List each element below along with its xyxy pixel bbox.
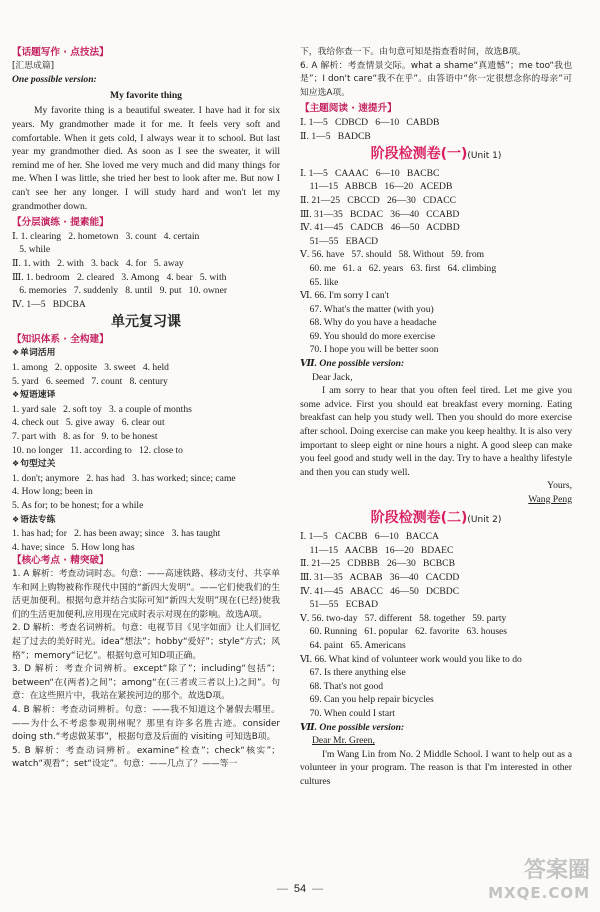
test1-line: 51—55 EBACD: [300, 235, 379, 247]
test2-line: Ⅰ. 1—5 CACBB 6—10 BACCA: [300, 531, 439, 543]
practice-section-heading: 【 分层演练 · 提素能 】: [12, 216, 280, 230]
test1-line: 65. like: [300, 276, 339, 288]
vocab-subheading: ❖ 单词活用: [12, 346, 280, 361]
watermark-bottom: MXQE.COM: [488, 884, 590, 902]
vocab-line: 5. yard 6. seemed 7. count 8. century: [12, 375, 168, 387]
test2-line: 51—55 ECBAD: [300, 599, 379, 611]
test1-title-block: [300, 148, 572, 164]
test1-line: 69. You should do more exercise: [300, 330, 436, 342]
practice-line: 6. memories 7. suddenly 8. until 9. put 10. owner: [12, 285, 228, 297]
test1-line: 11—15 ABBCB 16—20 ACEDB: [300, 181, 453, 193]
page-number: — 54 —: [0, 883, 600, 895]
practice-line: Ⅳ. 1—5 BDCBA: [12, 298, 86, 310]
test2-possible-label: Ⅶ. One possible version:: [300, 721, 405, 733]
unit-review-title: 单元复习课: [111, 314, 181, 331]
test2-line: Ⅳ. 41—45 ABACC 46—50 DCBDC: [300, 585, 460, 597]
essay-title: My favorite thing: [110, 89, 182, 101]
sentence-line: 5. As for; to be honest; for a while: [12, 500, 144, 511]
grammar-subheading: ❖ 语法专练: [12, 513, 280, 528]
test2-line: 60. Running 61. popular 62. favorite 63. houses: [300, 626, 508, 638]
left-column: [12, 46, 280, 772]
core-item: 2. D 解析：考查名词辨析。句意：电视节目《见字如面》让人们回忆起了过去的美好时光。idea“想法”；hobby“爱好”；style“方式；风格”；memory“记忆”。根据句意可知D项正确。: [12, 623, 280, 661]
test1-line: 67. What's the matter (with you): [300, 303, 434, 315]
practice-line: Ⅰ. 1. clearing 2. hometown 3. count 4. certain: [12, 230, 200, 242]
test2-line: Ⅴ. 56. two-day 57. different 58. together 59. party: [300, 612, 507, 624]
test1-line: Ⅰ. 1—5 CAAAC 6—10 BACBC: [300, 167, 440, 179]
test2-line: 64. paint 65. Americans: [300, 639, 406, 651]
grammar-line: 4. have; since 5. How long has: [12, 541, 135, 553]
phrase-line: 7. part with 8. as for 9. to be honest: [12, 431, 158, 443]
possible-version-label: One possible version:: [12, 74, 97, 86]
test2-line: Ⅵ. 66. What kind of volunteer work would you like to do: [300, 653, 522, 665]
phrase-line: 4. check out 5. give away 6. clear out: [12, 417, 165, 429]
core-item: 3. D 解析：考查介词辨析。except“除了”；including“包括”；between“在(两者)之间”；among“在(三者或三者以上)之间”。句意：在这些照片中，我站在紧挨河边的那个。故选D项。: [12, 664, 280, 702]
test2-line: 68. That's not good: [300, 680, 384, 692]
knowledge-section-heading: 【 知识体系 · 全构建 】: [12, 333, 280, 347]
vocab-line: 1. among 2. opposite 3. sweet 4. held: [12, 362, 169, 374]
practice-line: 5. while: [12, 244, 51, 256]
test2-unit: (Unit 2): [467, 514, 502, 525]
test1-greeting: Dear Jack,: [312, 371, 353, 383]
continued-line: 下，我给你查一下。由句意可知是指查看时间，故选B项。: [300, 47, 526, 57]
test1-signature: Wang Peng: [528, 494, 572, 505]
sentence-subheading: ❖ 句型过关: [12, 457, 280, 472]
reading-line: Ⅰ. 1—5 CDBCD 6—10 CABDB: [300, 116, 440, 128]
continued-line: 6. A 解析：考查情景交际。what a shame“真遗憾”；me too“我也是”；I don't care“我不在乎”。由答语中“你一定很想念你的母亲”可知应选A项。: [300, 60, 572, 98]
test1-title: 阶段检测卷(一): [370, 146, 468, 163]
site-watermark: [488, 860, 590, 904]
phrase-line: 10. no longer 11. according to 12. close to: [12, 444, 183, 456]
reading-section-heading: 【 主题阅读 · 速提升 】: [300, 102, 572, 116]
test2-line: Ⅱ. 21—25 CDBBB 26—30 BCBCB: [300, 558, 455, 570]
test1-closing: Yours,: [547, 480, 572, 492]
test1-line: 70. I hope you will be better soon: [300, 344, 439, 356]
phrase-line: 1. yard sale 2. soft toy 3. a couple of months: [12, 403, 192, 415]
watermark-top: 答案圈: [523, 858, 590, 883]
core-item: 1. A 解析：考查动词时态。句意：——高速铁路、移动支付、共享单车和网上购物被称作现代中国的“新四大发明”。——它们使我们的生活更加便利。根据句意并结合实际可知“新四大发明”现在(已经)使我们的生活更加便利,应用现在完成时表示对现在的影响。故选A项。: [12, 568, 280, 620]
test1-possible-label: Ⅶ. One possible version:: [300, 358, 405, 370]
test2-line: 69. Can you help repair bicycles: [300, 694, 434, 706]
test1-line: Ⅲ. 31—35 BCDAC 36—40 CCABD: [300, 208, 460, 220]
practice-line: Ⅱ. 1. with 2. with 3. back 4. for 5. away: [12, 257, 184, 269]
test1-line: Ⅱ. 21—25 CBCCD 26—30 CDACC: [300, 194, 457, 206]
sentence-line: 4. How long; been in: [12, 486, 93, 498]
test2-line: 11—15 AACBB 16—20 BDAEC: [300, 544, 454, 556]
practice-line: Ⅲ. 1. bedroom 2. cleared 3. Among 4. bear 5. with: [12, 271, 227, 283]
test2-greeting: Dear Mr. Green,: [312, 735, 375, 747]
test2-line: Ⅲ. 31—35 ACBAB 36—40 CACDD: [300, 571, 460, 583]
core-item: 4. B 解析：考查动词辨析。句意：——我不知道这个暑假去哪里。——为什么不考虑参观荆州呢？那里有许多名胜古迹。consider doing sth.“考虑做某事”，根据句意及后面的 visiting 可知选B项。: [12, 704, 280, 743]
phrase-subheading: ❖ 短语速译: [12, 388, 280, 403]
sentence-line: 1. don't; anymore 2. has had 3. has worked; since; came: [12, 472, 236, 484]
core-section-heading: 【 核心考点 · 精突破 】: [12, 554, 280, 568]
test2-line: 70. When could I start: [300, 707, 395, 719]
writing-tag: [汇思成篇]: [12, 60, 55, 71]
right-column: [300, 46, 572, 788]
test2-title-block: [300, 509, 572, 528]
test2-title: 阶段检测卷(二): [370, 509, 468, 526]
test1-line: Ⅳ. 41—45 CADCB 46—50 ACDBD: [300, 222, 460, 234]
writing-section-heading: 【 话题写作 · 点技法 】: [12, 46, 280, 60]
essay-paragraph: My favorite thing is a beautiful sweater. I have had it for six years. My grandmother made it for me. It feels very soft and comfortable. When it gets cold, I always wear it to school. But last year my grandmother died. As soon as I see the sweater, it will remind me of her. She loved me very much and did many things for me. When I was little, she tried her best to look after me. But now I can't see her any longer. I will study hard and won't let my grandmother down.: [12, 105, 280, 212]
test2-letter-paragraph: I'm Wang Lin from No. 2 Middle School. I want to help out as a volunteer in your program. The reason is that I'm interested in other cultures: [300, 748, 572, 787]
test1-line: 60. me 61. a 62. years 63. first 64. climbing: [300, 262, 497, 274]
test1-line: Ⅵ. 66. I'm sorry I can't: [300, 290, 390, 302]
core-item: 5. B 解析：考查动词辨析。examine“检查”；check“核实”；watch“观看”；set“设定”。句意：——几点了？——等一: [12, 745, 280, 770]
test2-line: 67. Is there anything else: [300, 667, 406, 679]
grammar-line: 1. has had; for 2. has been away; since 3. has taught: [12, 528, 221, 540]
test1-letter-paragraph: I am sorry to hear that you often feel tired. Let me give you some advice. First you should eat breakfast every morning. Eating breakfast can help you study well. Then you should do more exercise after school. Doing exercise can make you keep healthy. It is also very important to sleep eight or nine hours a night. A good sleep can make you feel good and study well in the day. Try to have a healthy lifestyle and then you can study well.: [300, 385, 572, 478]
test1-line: 68. Why do you have a headache: [300, 317, 437, 329]
test1-unit: (Unit 1): [467, 151, 502, 162]
reading-line: Ⅱ. 1—5 BADCB: [300, 130, 371, 142]
test1-line: Ⅴ. 56. have 57. should 58. Without 59. from: [300, 249, 485, 261]
